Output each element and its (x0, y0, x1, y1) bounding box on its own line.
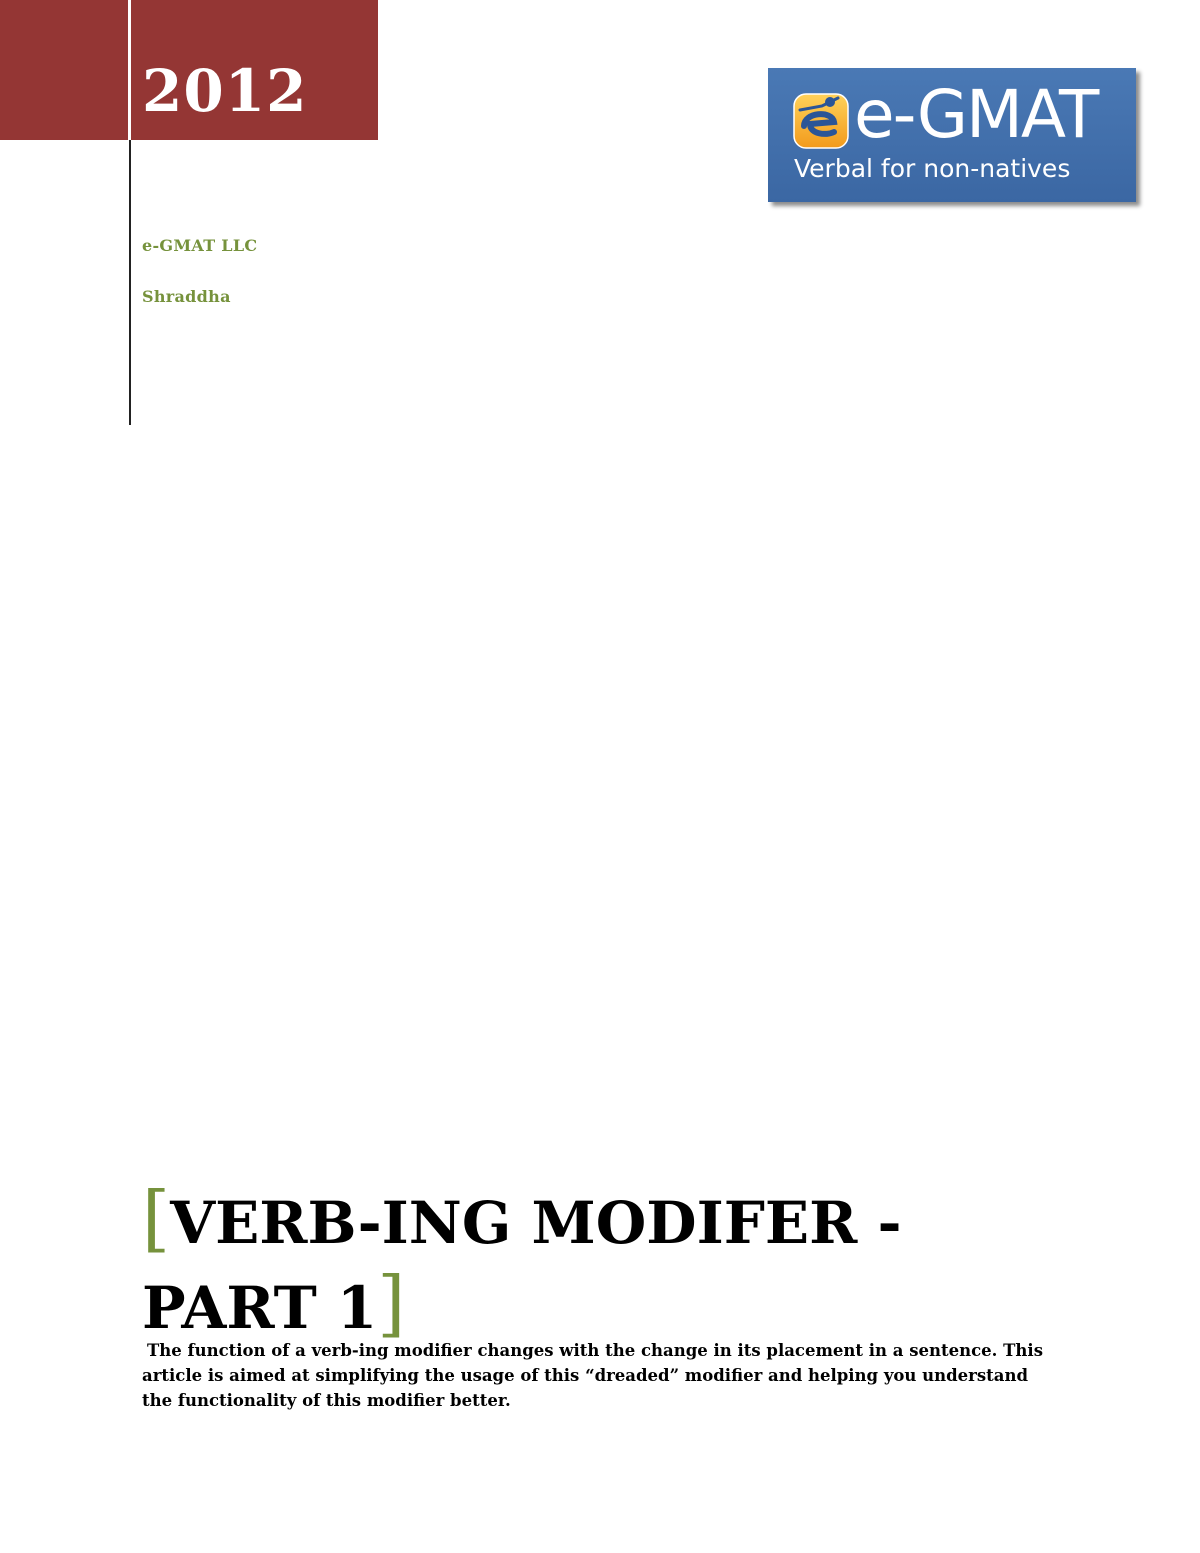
logo-tagline: Verbal for non-natives (794, 154, 1071, 183)
cover-year: 2012 (142, 57, 308, 125)
title-line-2: PART 1 (142, 1274, 378, 1342)
author-name: Shraddha (142, 287, 231, 306)
title-bracket-open: [ (142, 1176, 171, 1260)
band-divider (128, 0, 131, 140)
e-gmat-logo-icon (792, 92, 852, 156)
document-abstract: The function of a verb-ing modifier changes with the change in its placement in a sentence. This article is aimed at simplifying the usage of this “dreaded” modifier and helping you understand the functionality of this modifier better. (142, 1341, 1043, 1410)
title-line-1: VERB-ING MODIFER - (170, 1189, 902, 1257)
title-bracket-close: ] (377, 1261, 406, 1345)
company-name: e-GMAT LLC (142, 236, 258, 255)
document-title (142, 1178, 1102, 1348)
egmat-logo (768, 68, 1136, 202)
vertical-rule (129, 140, 131, 425)
logo-wordmark: e-GMAT (854, 76, 1098, 153)
